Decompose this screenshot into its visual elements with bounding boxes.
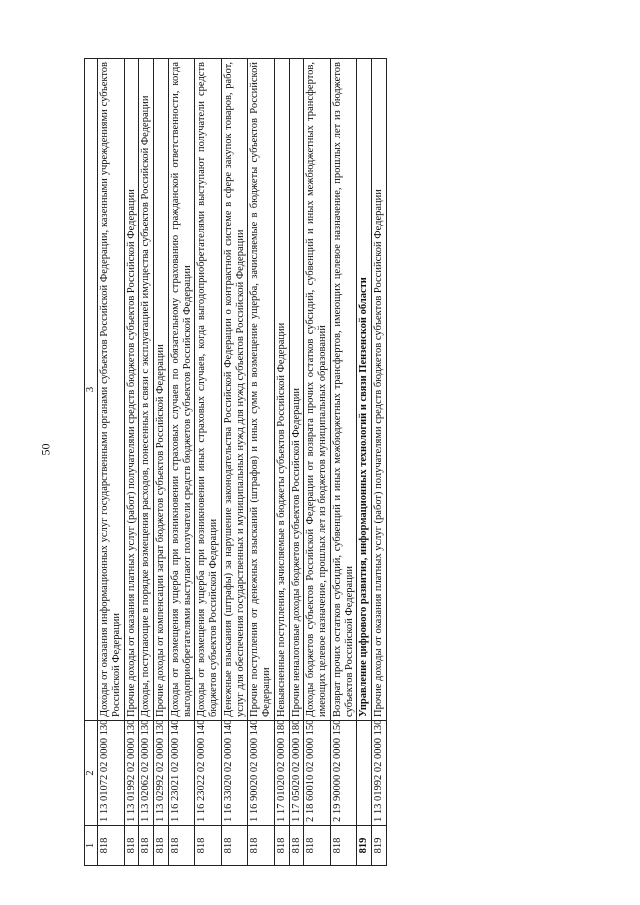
description-cell: Доходы от возмещения ущерба при возникновении страховых случаев по обязательному страхованию гражданской ответственности, когда выгодоприобретателями выступают получатели средств бюджетов субъектов Российской Федерации (168, 59, 195, 721)
admin-code-cell: 818 (195, 826, 222, 866)
column-header-3: 3 (85, 59, 98, 721)
table-row (168, 59, 195, 866)
budget-code-cell: 1 16 90020 02 0000 140 (248, 721, 275, 826)
admin-code-cell: 818 (221, 826, 248, 866)
table-header-row (85, 59, 98, 866)
admin-code-cell: 818 (154, 826, 169, 866)
table-row (124, 59, 139, 866)
column-header-2: 2 (85, 721, 98, 826)
budget-code-cell: 1 17 05020 02 0000 180 (289, 721, 304, 826)
description-cell: Возврат прочих остатков субсидий, субвенций и иных межбюджетных трансфертов, имеющих целевое назначение, прошлых лет из бюджетов субъектов Российской Федерации (330, 59, 357, 721)
table-row (195, 59, 222, 866)
table-row (357, 59, 372, 866)
description-cell: Прочие доходы от оказания платных услуг (работ) получателями средств бюджетов субъектов Российской Федерации (124, 59, 139, 721)
budget-code-cell: 1 13 01072 02 0000 130 (98, 721, 125, 826)
budget-code-cell: 1 13 02992 02 0000 130 (154, 721, 169, 826)
table-row (274, 59, 289, 866)
budget-code-cell: 2 19 90000 02 0000 150 (330, 721, 357, 826)
description-cell: Прочие поступления от денежных взысканий (штрафов) и иных сумм в возмещение ущерба, зачисляемые в бюджеты субъектов Российской Федерации (248, 59, 275, 721)
budget-code-cell: 2 18 60010 02 0000 150 (304, 721, 331, 826)
table-row (330, 59, 357, 866)
budget-code-cell: 1 16 23021 02 0000 140 (168, 721, 195, 826)
table-row (221, 59, 248, 866)
budget-code-cell: 1 17 01020 02 0000 180 (274, 721, 289, 826)
admin-code-cell: 819 (372, 826, 387, 866)
budget-code-cell: 1 16 23022 02 0000 140 (195, 721, 222, 826)
admin-code-cell: 818 (124, 826, 139, 866)
budget-code-cell: 1 16 33020 02 0000 140 (221, 721, 248, 826)
rotated-table-wrapper (84, 58, 604, 866)
admin-code-cell: 818 (330, 826, 357, 866)
revenue-codes-table (84, 58, 387, 866)
admin-code-cell: 818 (274, 826, 289, 866)
table-row (98, 59, 125, 866)
admin-code-cell: 819 (357, 826, 372, 866)
table-row (139, 59, 154, 866)
table-row (289, 59, 304, 866)
budget-code-cell: 1 13 01992 02 0000 130 (372, 721, 387, 826)
description-cell: Денежные взыскания (штрафы) за нарушение законодательства Российской Федерации о контрактной системе в сфере закупок товаров, работ, услуг для обеспечения государственных и муниципальных нужд для нужд субъектов Российской Федерации (221, 59, 248, 721)
table-row (248, 59, 275, 866)
budget-code-cell (357, 721, 372, 826)
description-cell: Доходы, поступающие в порядке возмещения расходов, понесенных в связи с эксплуатацией имущества субъектов Российской Федерации (139, 59, 154, 721)
description-cell: Доходы бюджетов субъектов Российской Федерации от возврата прочих остатков субсидий, субвенций и иных межбюджетных трансфертов, имеющих целевое назначение, прошлых лет из бюджетов муниципальных образований (304, 59, 331, 721)
admin-code-cell: 818 (139, 826, 154, 866)
admin-code-cell: 818 (304, 826, 331, 866)
description-cell: Прочие доходы от оказания платных услуг (работ) получателями средств бюджетов субъектов Российской Федерации (372, 59, 387, 721)
admin-code-cell: 818 (168, 826, 195, 866)
table-row (304, 59, 331, 866)
description-cell: Доходы от оказания информационных услуг государственными органами субъектов Российской Федерации, казенными учреждениями субъектов Российской Федерации (98, 59, 125, 721)
table-row (154, 59, 169, 866)
table-body (98, 59, 387, 866)
table-row (372, 59, 387, 866)
page-number: 50 (38, 443, 53, 456)
description-cell: Прочие неналоговые доходы бюджетов субъектов Российской Федерации (289, 59, 304, 721)
admin-code-cell: 818 (248, 826, 275, 866)
description-cell: Доходы от возмещения ущерба при возникновении иных страховых случаев, когда выгодоприобретателями выступают получатели средств бюджетов субъектов Российской Федерации (195, 59, 222, 721)
description-cell: Невыясненные поступления, зачисляемые в бюджеты субъектов Российской Федерации (274, 59, 289, 721)
admin-code-cell: 818 (289, 826, 304, 866)
admin-code-cell: 818 (98, 826, 125, 866)
description-cell: Прочие доходы от компенсации затрат бюджетов субъектов Российской Федерации (154, 59, 169, 721)
column-header-1: 1 (85, 826, 98, 866)
budget-code-cell: 1 13 02062 02 0000 130 (139, 721, 154, 826)
description-cell: Управление цифрового развития, информационных технологий и связи Пензенской области (357, 59, 372, 721)
budget-code-cell: 1 13 01992 02 0000 130 (124, 721, 139, 826)
